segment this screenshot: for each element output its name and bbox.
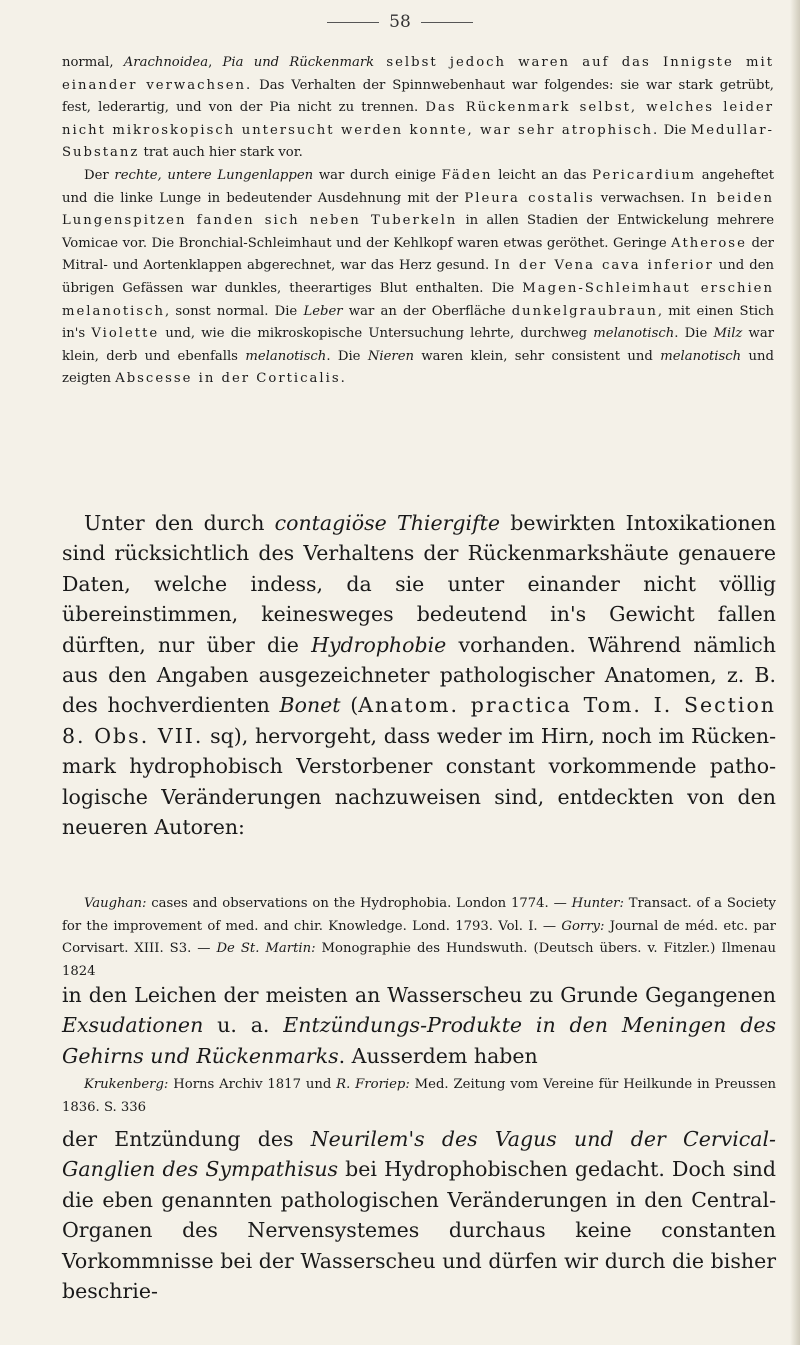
reference-block-1: [62, 893, 776, 983]
p3-italic: contagiöse Thiergifte: [274, 511, 501, 535]
reference-text: Monographie des Hundswuth. (Deutsch übers. v. Fitzler.) Ilmenau 1824: [62, 941, 776, 979]
reference-paragraph-2: [62, 1074, 776, 1119]
reference-text: Horns Archiv 1817 und: [168, 1077, 337, 1092]
p5-text: der Entzündung des: [62, 1127, 311, 1151]
page-number: 58: [389, 12, 411, 32]
p1-spaced: Das Rückenmark selbst, welches leider nicht mikroskopisch untersucht werden konnte, war sehr atrophisch.: [62, 100, 774, 138]
large-print-block-1: [62, 508, 776, 842]
p2-text: war durch einige: [313, 167, 442, 183]
p1-spaced: selbst jedoch waren auf das Innigste mit einander verwachsen.: [62, 55, 774, 93]
p2-text: .: [340, 371, 345, 387]
p2-spaced: Pleura costalis: [464, 190, 595, 206]
p2-italic: melanotisch: [660, 348, 742, 364]
p2-italic: Nieren: [367, 348, 415, 364]
p3-spaced: Anatom. practica Tom. I. Section 8. Obs. VII.: [62, 693, 776, 748]
author-name: R. Froriep:: [336, 1077, 410, 1092]
p2-spaced: Abscesse in der Corticalis: [115, 371, 341, 387]
p3-text: bewirkten Intoxikationen sind rücksichtlich des Verhaltens der Rückenmarkshäute genauere Daten, welche indess, da sie unter einander nicht völlig übereinstimmen, keinesweges bedeutend in's Gewicht fallen dürften, nur über die: [62, 511, 776, 657]
p2-text: Der: [84, 167, 115, 183]
paragraph-4: [62, 980, 776, 1071]
p2-italic: Milz: [713, 326, 743, 342]
small-print-block-1: [62, 52, 774, 391]
p1-text: Das Verhalten der Spinnwebenhaut war folgendes: sie war stark getrübt, fest, lederartig, und von der Pia nicht zu trennen.: [62, 77, 774, 116]
author-name: Vaughan:: [84, 896, 147, 911]
p2-italic: melanotisch: [593, 326, 675, 342]
large-print-block-3: [62, 1124, 776, 1306]
header-rule-left: [327, 22, 379, 23]
p2-text: . Die: [674, 326, 714, 342]
p3-italic: Hydrophobie: [311, 632, 447, 657]
p2-text: und den übrigen Gefässen war dunkles, theerartiges Blut enthalten. Die: [62, 258, 775, 296]
reference-text: Transact. of a Society for the improvement of med. and chir. Knowledge. Lond. 1793. Vol. I. —: [62, 896, 776, 934]
paragraph-5: [62, 1124, 776, 1306]
page-header: [0, 12, 800, 32]
p1-spaced: Medullar-Substanz: [62, 122, 774, 161]
p2-text: leicht an das: [492, 167, 593, 183]
p2-text: , sonst normal. Die: [165, 303, 304, 319]
author-name: De St. Martin:: [216, 941, 316, 956]
p4-italic: Entzündungs-Produkte in den Meningen des Gehirns und Rückenmarks: [62, 1013, 776, 1068]
p3-text: vorhanden. Während nämlich aus den Angaben ausgezeichneter pathologischer Anatomen, z. B. des hochverdienten: [62, 632, 776, 718]
p4-text: in den Leichen der meisten an Wasserscheu zu Grunde Gegangenen: [62, 983, 776, 1007]
p3-text: sq), hervorgeht, dass weder im Hirn, noch im Rückenmark hydrophobisch Verstorbener constant vorkommende pathologische Veränderungen nachzuweisen sind, entdeckten von den neueren Autoren:: [62, 723, 777, 840]
author-name: Gorry:: [561, 918, 605, 934]
p2-spaced: Fäden: [441, 167, 493, 183]
p2-text: der Mitral- und Aortenklappen abgerechnet, war das Herz gesund.: [62, 235, 774, 274]
p3-text: Unter den durch: [84, 511, 275, 535]
p4-text: . Ausserdem haben: [338, 1043, 538, 1068]
p2-italic: rechte, untere Lungenlappen: [114, 167, 314, 183]
header-rule-right: [421, 22, 473, 23]
p2-spaced: In der Vena cava inferior: [494, 258, 714, 274]
p2-spaced: In beiden Lungenspitzen fanden sich neben Tuberkeln: [62, 190, 774, 229]
p2-spaced: dunkelgraubraun: [511, 303, 658, 319]
p1-italic: Arachnoidea: [123, 55, 209, 70]
paragraph-1: [62, 52, 774, 165]
p2-spaced: Violette: [91, 326, 160, 342]
p2-text: waren klein, sehr consistent und: [414, 348, 661, 364]
paragraph-3: [62, 508, 776, 842]
p2-spaced: Atherose: [671, 235, 747, 251]
author-name: Krukenberg:: [84, 1077, 169, 1092]
p2-text: verwachsen.: [594, 190, 691, 206]
p1-text: normal,: [62, 55, 124, 70]
page-edge-shadow: [790, 0, 800, 1345]
p2-text: . Die: [326, 348, 368, 364]
p2-spaced: Pericardium: [592, 167, 697, 183]
p5-text: bei Hydrophobischen gedacht. Doch sind die eben genannten pathologischen Veränderungen in den Central-Organen des Nervensystemes durchaus keine constanten Vorkommnisse bei der Wasserscheu und dürfen wir durch die bisher beschrie-: [62, 1157, 776, 1304]
p2-text: und, wie die mikroskopische Untersuchung lehrte, durchweg: [159, 326, 594, 342]
p2-spaced: Magen-Schleimhaut erschien melanotisch: [62, 280, 774, 319]
p4-text: u. a.: [203, 1013, 284, 1038]
p2-text: angeheftet und die linke Lunge in bedeutender Ausdehnung mit der: [62, 167, 774, 206]
p2-text: , mit einen Stich in's: [62, 303, 774, 342]
reference-text: Journal de méd. etc. par Corvisart. XIII. S3. —: [62, 918, 776, 956]
large-print-block-2: [62, 980, 776, 1071]
p2-text: war an der Oberfläche: [342, 303, 512, 319]
p1-text: Die: [659, 122, 691, 138]
p2-text: und zeigten: [62, 348, 774, 387]
reference-text: cases and observations on the Hydrophobia. London 1774. —: [146, 896, 572, 911]
p2-italic: Leber: [303, 303, 343, 319]
p2-italic: melanotisch: [245, 348, 327, 364]
p1-text: ,: [208, 55, 223, 70]
reference-text: Med. Zeitung vom Vereine für Heilkunde in Preussen 1836. S. 336: [62, 1077, 776, 1115]
p3-italic: Bonet: [279, 693, 341, 718]
p2-text: in allen Stadien der Entwickelung mehrere Vomicae vor. Die Bronchial-Schleimhaut und der Kehlkopf waren etwas geröthet. Geringe: [62, 213, 774, 251]
p3-text: (: [340, 693, 359, 718]
p1-text: trat auch hier stark vor.: [139, 145, 303, 161]
p5-italic: Neurilem's des Vagus und der Cervical-Ganglien des Sympathisus: [62, 1127, 776, 1182]
reference-block-2: [62, 1074, 776, 1119]
p1-italic: Pia und Rückenmark: [222, 55, 375, 70]
reference-paragraph-1: [62, 893, 776, 983]
paragraph-2: [62, 165, 774, 391]
author-name: Hunter:: [571, 896, 624, 911]
p4-italic: Exsudationen: [62, 1013, 204, 1038]
p2-text: war klein, derb und ebenfalls: [62, 326, 775, 364]
